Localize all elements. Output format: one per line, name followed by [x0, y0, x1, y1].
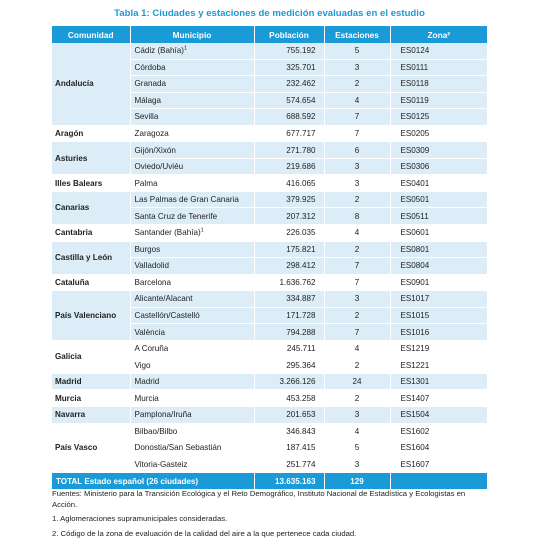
- zona-cell: ES0124: [390, 43, 487, 59]
- header-poblacion: Población: [254, 26, 324, 43]
- comunidad-cell: Andalucía: [52, 43, 130, 125]
- table-title: Tabla 1: Ciudades y estaciones de medición evaluadas en el estudio: [114, 8, 425, 19]
- municipio-name: Gijón/Xixón: [134, 145, 176, 155]
- poblacion-cell: 201.653: [254, 407, 324, 424]
- comunidad-cell: Cataluña: [52, 274, 130, 291]
- municipio-name: Valladolid: [134, 261, 169, 271]
- municipio-name: València: [134, 327, 165, 337]
- municipio-name: Donostia/San Sebastián: [134, 443, 222, 453]
- comunidad-cell: Aragón: [52, 125, 130, 142]
- municipio-cell: [130, 76, 254, 93]
- total-poblacion: 13.635.163: [254, 473, 324, 490]
- comunidad-cell: Asturies: [52, 142, 130, 175]
- comunidad-cell: Illes Balears: [52, 175, 130, 192]
- zona-cell: ES0801: [390, 241, 487, 258]
- municipio-name: Palma: [134, 178, 158, 188]
- header-estaciones: Estaciones: [324, 26, 390, 43]
- poblacion-cell: 379.925: [254, 191, 324, 208]
- zona-cell: ES1604: [390, 440, 487, 457]
- municipio-cell: [130, 274, 254, 291]
- table-row: [52, 191, 487, 208]
- estaciones-cell: 4: [324, 423, 390, 440]
- municipio-cell: [130, 340, 254, 357]
- estaciones-cell: 2: [324, 76, 390, 93]
- municipio-cell: [130, 407, 254, 424]
- zona-cell: ES0119: [390, 92, 487, 109]
- zona-cell: ES1407: [390, 390, 487, 407]
- zona-cell: ES1607: [390, 456, 487, 473]
- municipio-cell: [130, 241, 254, 258]
- poblacion-cell: 295.364: [254, 357, 324, 374]
- footnote-2: 2. Código de la zona de evaluación de la calidad del aire a la que pertenece cada ciudad.: [52, 528, 357, 538]
- estaciones-cell: 2: [324, 307, 390, 324]
- poblacion-cell: 207.312: [254, 208, 324, 225]
- municipio-cell: [130, 456, 254, 473]
- municipio-name: Zaragoza: [134, 129, 169, 138]
- estaciones-cell: 3: [324, 59, 390, 76]
- municipio-name: Vitoria-Gasteiz: [134, 459, 188, 469]
- municipio-name: Burgos: [134, 244, 161, 254]
- poblacion-cell: 574.654: [254, 92, 324, 109]
- total-zona: [390, 473, 487, 490]
- zona-cell: ES0309: [390, 142, 487, 159]
- total-estaciones: 129: [324, 473, 390, 490]
- zona-cell: ES0125: [390, 109, 487, 126]
- municipio-cell: [130, 92, 254, 109]
- poblacion-cell: 3.266.126: [254, 373, 324, 390]
- table-row: [52, 423, 487, 440]
- table-row: [52, 175, 487, 192]
- zona-cell: ES1015: [390, 307, 487, 324]
- municipio-name: A Coruña: [134, 344, 169, 354]
- estaciones-cell: 7: [324, 258, 390, 275]
- header-zona: Zona²: [390, 26, 487, 43]
- poblacion-cell: 251.774: [254, 456, 324, 473]
- estaciones-cell: 5: [324, 440, 390, 457]
- comunidad-cell: País Valenciano: [52, 291, 130, 341]
- municipio-cell: [130, 440, 254, 457]
- table-row: [52, 43, 487, 59]
- poblacion-cell: 187.415: [254, 440, 324, 457]
- municipio-cell: [130, 59, 254, 76]
- municipio-name: Murcia: [134, 393, 159, 403]
- municipio-name: Bilbao/Bilbo: [134, 426, 178, 436]
- footnote-ref: 1: [183, 45, 188, 52]
- municipio-cell: [130, 208, 254, 225]
- estaciones-cell: 5: [324, 43, 390, 59]
- municipio-name: Granada: [134, 79, 166, 89]
- poblacion-cell: 219.686: [254, 158, 324, 175]
- estaciones-cell: 7: [324, 109, 390, 126]
- estaciones-cell: 6: [324, 142, 390, 159]
- municipio-name: Castellón/Castelló: [134, 311, 200, 321]
- zona-cell: ES1017: [390, 291, 487, 308]
- estaciones-cell: 7: [324, 324, 390, 341]
- municipio-cell: [130, 390, 254, 407]
- poblacion-cell: 688.592: [254, 109, 324, 126]
- estaciones-cell: 7: [324, 125, 390, 142]
- table-row: [52, 274, 487, 291]
- poblacion-cell: 1.636.762: [254, 274, 324, 291]
- poblacion-cell: 453.258: [254, 390, 324, 407]
- zona-cell: ES0306: [390, 158, 487, 175]
- municipio-cell: [130, 423, 254, 440]
- poblacion-cell: 346.843: [254, 423, 324, 440]
- poblacion-cell: 171.728: [254, 307, 324, 324]
- zona-cell: ES0118: [390, 76, 487, 93]
- estaciones-cell: 4: [324, 92, 390, 109]
- municipio-name: Córdoba: [134, 62, 166, 72]
- zona-cell: ES1219: [390, 340, 487, 357]
- municipio-name: Madrid: [134, 377, 160, 387]
- table-row: [52, 407, 487, 424]
- zona-cell: ES0511: [390, 208, 487, 225]
- estaciones-cell: 24: [324, 373, 390, 390]
- estaciones-cell: 2: [324, 191, 390, 208]
- table-body: [52, 43, 487, 473]
- comunidad-cell: Castilla y León: [52, 241, 130, 274]
- municipio-cell: [130, 357, 254, 374]
- comunidad-cell: País Vasco: [52, 423, 130, 473]
- poblacion-cell: 755.192: [254, 43, 324, 59]
- stations-table: [52, 26, 487, 490]
- estaciones-cell: 2: [324, 390, 390, 407]
- zona-cell: ES1301: [390, 373, 487, 390]
- comunidad-cell: Murcia: [52, 390, 130, 407]
- estaciones-cell: 3: [324, 291, 390, 308]
- header-municipio: Municipio: [130, 26, 254, 43]
- zona-cell: ES1504: [390, 407, 487, 424]
- municipio-cell: [130, 109, 254, 126]
- municipio-cell: [130, 258, 254, 275]
- table-row: [52, 291, 487, 308]
- estaciones-cell: 8: [324, 208, 390, 225]
- footnote-1: 1. Aglomeraciones supramunicipales consideradas.: [52, 514, 228, 523]
- municipio-cell: [130, 307, 254, 324]
- municipio-name: Barcelona: [134, 277, 171, 287]
- footnote-ref: 1: [200, 227, 204, 234]
- zona-cell: ES0501: [390, 191, 487, 208]
- zona-cell: ES0111: [390, 59, 487, 76]
- municipio-cell: [130, 324, 254, 341]
- table-row: [52, 125, 487, 142]
- zona-cell: ES0205: [390, 125, 487, 142]
- comunidad-cell: Madrid: [52, 373, 130, 390]
- total-label: TOTAL Estado español (26 ciudades): [52, 473, 254, 490]
- municipio-name: Las Palmas de Gran Canaria: [134, 195, 239, 205]
- municipio-cell: [130, 158, 254, 175]
- poblacion-cell: 226.035: [254, 225, 324, 242]
- header-row: [52, 26, 487, 43]
- poblacion-cell: 298.412: [254, 258, 324, 275]
- zona-cell: ES0804: [390, 258, 487, 275]
- poblacion-cell: 245.711: [254, 340, 324, 357]
- comunidad-cell: Galicia: [52, 340, 130, 373]
- municipio-cell: [130, 373, 254, 390]
- estaciones-cell: 7: [324, 274, 390, 291]
- zona-cell: ES0601: [390, 225, 487, 242]
- municipio-name: Pamplona/Iruña: [134, 410, 192, 420]
- municipio-cell: [130, 291, 254, 308]
- table-row: [52, 390, 487, 407]
- municipio-name: Oviedo/Uviéu: [134, 162, 184, 172]
- municipio-name: Vigo: [134, 360, 151, 370]
- poblacion-cell: 794.288: [254, 324, 324, 341]
- total-row: [52, 473, 487, 490]
- estaciones-cell: 3: [324, 407, 390, 424]
- table-row: [52, 340, 487, 357]
- poblacion-cell: 416.065: [254, 175, 324, 192]
- zona-cell: ES1602: [390, 423, 487, 440]
- zona-cell: ES0401: [390, 175, 487, 192]
- municipio-name: Cádiz (Bahía): [134, 46, 184, 56]
- poblacion-cell: 677.717: [254, 125, 324, 142]
- estaciones-cell: 2: [324, 241, 390, 258]
- municipio-cell: [130, 225, 254, 242]
- comunidad-cell: Cantabria: [52, 225, 130, 242]
- municipio-name: Alicante/Alacant: [134, 294, 193, 304]
- table-row: [52, 241, 487, 258]
- estaciones-cell: 2: [324, 357, 390, 374]
- poblacion-cell: 334.887: [254, 291, 324, 308]
- municipio-name: Santander (Bahía): [134, 228, 201, 238]
- table-row: [52, 225, 487, 242]
- municipio-name: Santa Cruz de Tenerife: [134, 211, 218, 221]
- poblacion-cell: 271.780: [254, 142, 324, 159]
- estaciones-cell: 3: [324, 158, 390, 175]
- comunidad-cell: Canarias: [52, 191, 130, 224]
- municipio-cell: [130, 43, 254, 59]
- estaciones-cell: 3: [324, 456, 390, 473]
- municipio-cell: [130, 175, 254, 192]
- municipio-name: Málaga: [134, 95, 162, 105]
- poblacion-cell: 325.701: [254, 59, 324, 76]
- zona-cell: ES0901: [390, 274, 487, 291]
- zona-cell: ES1016: [390, 324, 487, 341]
- poblacion-cell: 232.462: [254, 76, 324, 93]
- municipio-cell: [130, 191, 254, 208]
- municipio-name: Sevilla: [134, 112, 159, 122]
- municipio-cell: [130, 142, 254, 159]
- estaciones-cell: 4: [324, 340, 390, 357]
- footnotes: [52, 489, 482, 543]
- sources-note: Fuentes: Ministerio para la Transición Ecológica y el Reto Demográfico, Instituto Nacional de Estadística y Ecologistas en Acción.: [52, 489, 466, 509]
- estaciones-cell: 4: [324, 225, 390, 242]
- municipio-cell: [130, 125, 254, 142]
- header-comunidad: Comunidad: [52, 26, 130, 43]
- table-row: [52, 142, 487, 159]
- zona-cell: ES1221: [390, 357, 487, 374]
- poblacion-cell: 175.821: [254, 241, 324, 258]
- table-row: [52, 373, 487, 390]
- comunidad-cell: Navarra: [52, 407, 130, 424]
- estaciones-cell: 3: [324, 175, 390, 192]
